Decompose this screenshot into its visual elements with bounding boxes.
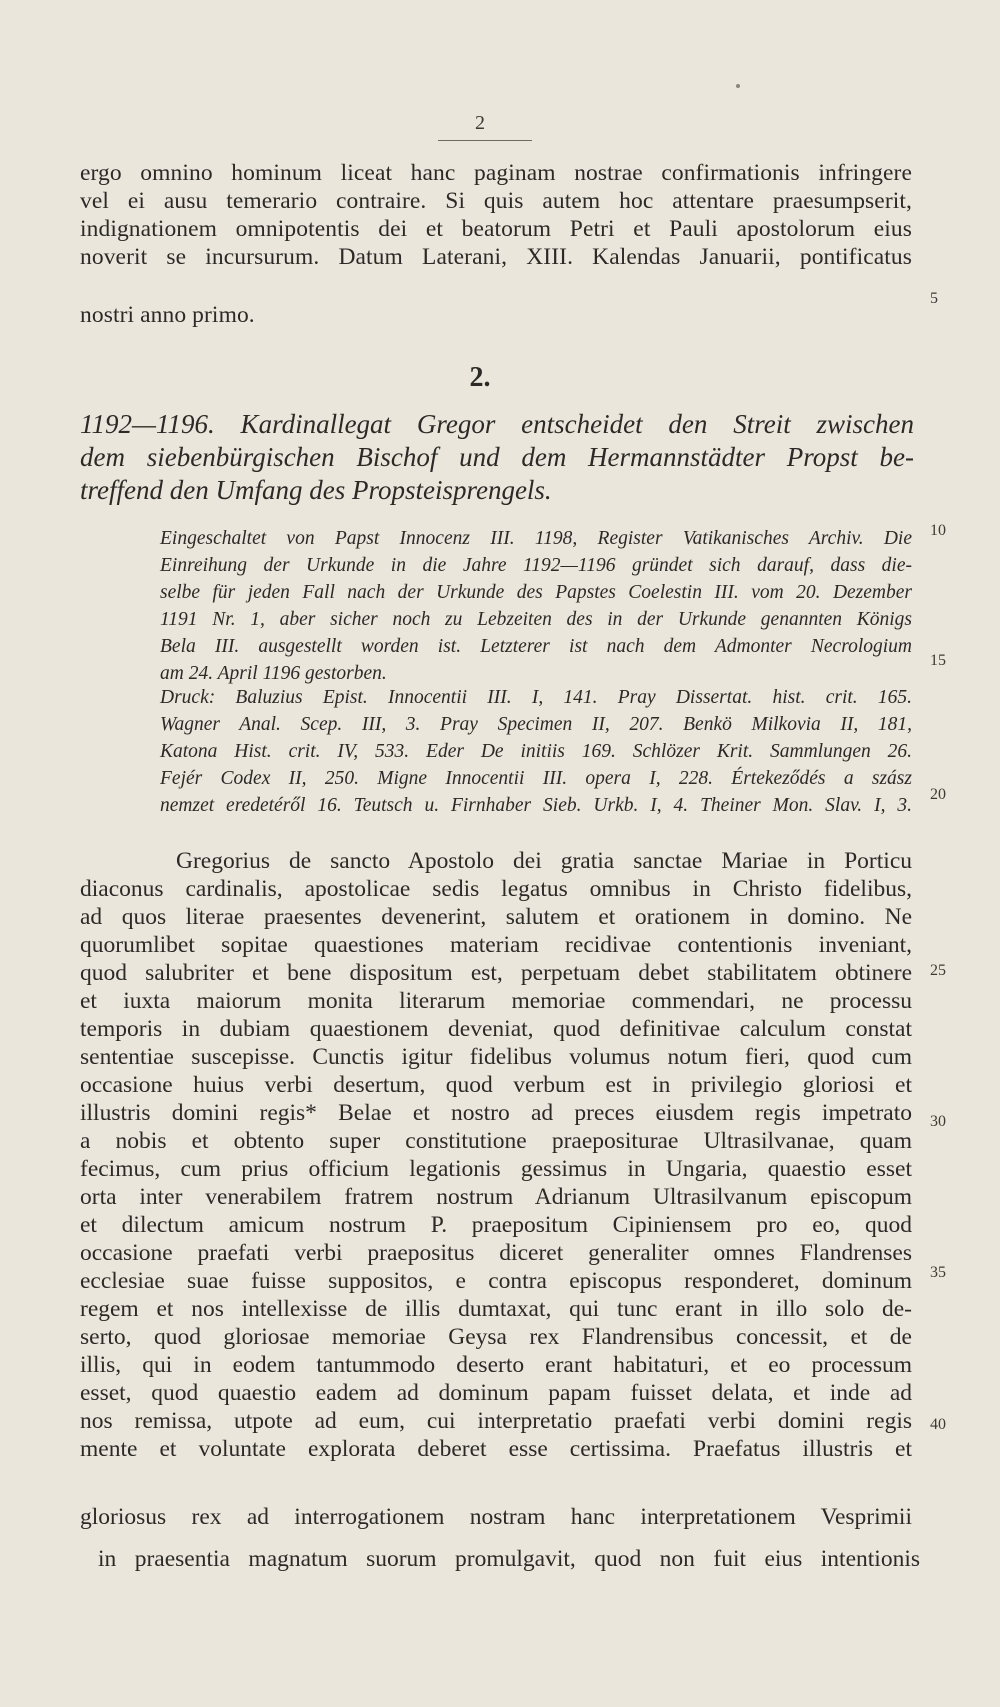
page-number-rule <box>438 140 532 141</box>
text-line: a nobis et obtento super constitutione praepositurae Ultrasilvanae, quam <box>80 1128 912 1154</box>
reference-line: Wagner Anal. Scep. III, 3. Pray Specimen II, 207. Benkö Milkovia II, 181, <box>160 714 912 735</box>
text-line: nostri anno primo. <box>80 302 255 328</box>
text-line: vel ei ausu temerario contraire. Si quis autem hoc attentare praesumpserit, <box>80 188 912 214</box>
text-line: noverit se incursurum. Datum Laterani, XIII. Kalendas Januarii, pontificatus <box>80 244 912 270</box>
note-line: selbe für jeden Fall nach der Urkunde des Papstes Coelestin III. vom 20. Dezember <box>160 582 912 603</box>
heading-line: dem siebenbürgischen Bischof und dem Hermannstädter Propst be- <box>80 442 914 472</box>
note-line: am 24. April 1196 gestorben. <box>160 663 387 684</box>
text-line: orta inter venerabilem fratrem nostrum Adrianum Ultrasilvanum episcopum <box>80 1184 912 1210</box>
line-number: 40 <box>930 1416 946 1433</box>
note-line: Einreihung der Urkunde in die Jahre 1192—1196 gründet sich darauf, dass die- <box>160 555 912 576</box>
text-line: fecimus, cum prius officium legationis gessimus in Ungaria, quaestio esset <box>80 1156 912 1182</box>
line-number: 30 <box>930 1113 946 1130</box>
text-line: esset, quod quaestio eadem ad dominum papam fuisset delata, et inde ad <box>80 1380 912 1406</box>
line-number: 25 <box>930 962 946 979</box>
text-line: gloriosus rex ad interrogationem nostram hanc interpretationem Vesprimii <box>80 1504 912 1530</box>
text-line: indignationem omnipotentis dei et beatorum Petri et Pauli apostolorum eius <box>80 216 912 242</box>
reference-line: Fejér Codex II, 250. Migne Innocentii III. opera I, 228. Értekeződés a szász <box>160 768 912 789</box>
line-number: 35 <box>930 1264 946 1281</box>
heading-line: treffend den Umfang des Propsteisprengels. <box>80 475 552 505</box>
note-line: 1191 Nr. 1, aber sicher noch zu Lebzeiten des in der Urkunde genannten Königs <box>160 609 912 630</box>
line-number: 20 <box>930 786 946 803</box>
line-number: 15 <box>930 652 946 669</box>
text-line: occasione praefati verbi praepositus diceret generaliter omnes Flandrenses <box>80 1240 912 1266</box>
text-line: illustris domini regis* Belae et nostro ad preces eiusdem regis impetrato <box>80 1100 912 1126</box>
note-line: Bela III. ausgestellt worden ist. Letzterer ist nach dem Admonter Necrologium <box>160 636 912 657</box>
text-line: diaconus cardinalis, apostolicae sedis legatus omnibus in Christo fidelibus, <box>80 876 912 902</box>
text-line: sententiae suscepisse. Cunctis igitur fidelibus volumus notum fieri, quod cum <box>80 1044 912 1070</box>
reference-line: Druck: Baluzius Epist. Innocentii III. I, 141. Pray Dissertat. hist. crit. 165. <box>160 687 912 708</box>
reference-line: Katona Hist. crit. IV, 533. Eder De initiis 169. Schlözer Krit. Sammlungen 26. <box>160 741 912 762</box>
paper-speck <box>736 84 740 88</box>
text-line: regem et nos intellexisse de illis dumtaxat, qui tunc erant in illo solo de- <box>80 1296 912 1322</box>
text-line: in praesentia magnatum suorum promulgavit, quod non fuit eius intentionis <box>98 1546 920 1572</box>
text-line: mente et voluntate explorata deberet esse certissima. Praefatus illustris et <box>80 1436 912 1462</box>
text-line: temporis in dubiam quaestionem deveniat, quod definitivae calculum constat <box>80 1016 912 1042</box>
text-line: et dilectum amicum nostrum P. praepositum Cipiniensem pro eo, quod <box>80 1212 912 1238</box>
text-line: quod salubriter et bene dispositum est, perpetuam debet stabilitatem obtinere <box>80 960 912 986</box>
reference-line: nemzet eredetéről 16. Teutsch u. Firnhaber Sieb. Urkb. I, 4. Theiner Mon. Slav. I, 3. <box>160 795 912 816</box>
text-line: Gregorius de sancto Apostolo dei gratia sanctae Mariae in Porticu <box>176 848 912 874</box>
text-line: occasione huius verbi desertum, quod verbum est in privilegio gloriosi et <box>80 1072 912 1098</box>
text-line: et iuxta maiorum monita literarum memoriae commendari, ne processu <box>80 988 912 1014</box>
note-line: Eingeschaltet von Papst Innocenz III. 1198, Register Vatikanisches Archiv. Die <box>160 528 912 549</box>
heading-line: 1192—1196. Kardinallegat Gregor entscheidet den Streit zwischen <box>80 409 914 439</box>
text-line: serto, quod gloriosae memoriae Geysa rex Flandrensibus concessit, et de <box>80 1324 912 1350</box>
text-line: illis, qui in eodem tantummodo deserto erant habitaturi, et eo processum <box>80 1352 912 1378</box>
line-number: 5 <box>930 290 938 307</box>
line-number: 10 <box>930 522 946 539</box>
text-line: quorumlibet sopitae quaestiones materiam recidivae contentionis inveniant, <box>80 932 912 958</box>
text-line: nos remissa, utpote ad eum, cui interpretatio praefati verbi domini regis <box>80 1408 912 1434</box>
document-number: 2. <box>469 362 491 393</box>
text-line: ergo omnino hominum liceat hanc paginam nostrae confirmationis infringere <box>80 160 912 186</box>
text-line: ecclesiae suae fuisse suppositos, e contra episcopus responderet, dominum <box>80 1268 912 1294</box>
text-line: ad quos literae praesentes devenerint, salutem et orationem in domino. Ne <box>80 904 912 930</box>
page-number: 2 <box>475 112 485 134</box>
